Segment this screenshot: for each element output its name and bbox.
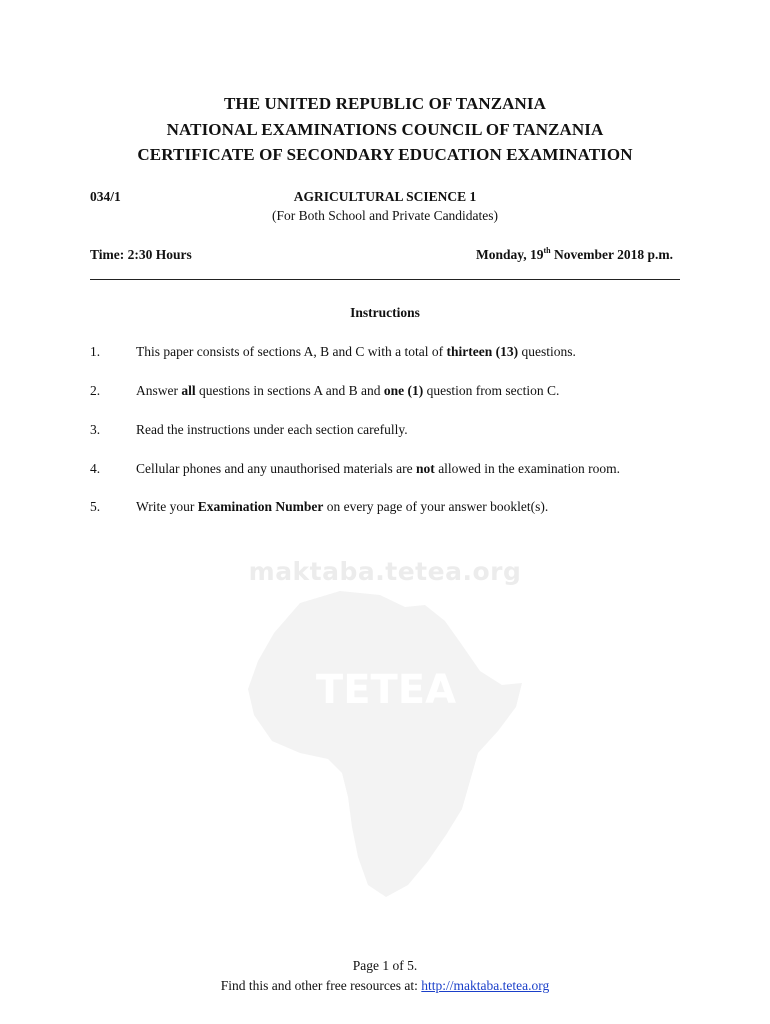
text-run: on every page of your answer booklet(s). <box>323 499 549 514</box>
instruction-number: 2. <box>90 383 101 398</box>
text-run: questions. <box>518 344 576 359</box>
candidates-note: (For Both School and Private Candidates) <box>271 208 499 223</box>
resources-text: Find this and other free resources at: <box>220 978 422 993</box>
exam-title: CERTIFICATE OF SECONDARY EDUCATION EXAMINATION <box>137 145 633 164</box>
instruction-text <box>136 344 576 360</box>
resources-link[interactable]: http://maktaba.tetea.org <box>421 978 550 993</box>
instruction-text <box>136 499 548 515</box>
instruction-text <box>136 383 559 399</box>
africa-silhouette <box>248 591 522 897</box>
text-run: Cellular phones and any unauthorised materials are <box>136 461 417 476</box>
date-prefix: Monday, 19 <box>475 247 544 262</box>
text-run: allowed in the examination room. <box>434 461 621 476</box>
text-run: Answer <box>136 383 182 398</box>
instruction-text <box>136 461 620 477</box>
instruction-text <box>136 422 408 438</box>
page-number: Page 1 of 5. <box>352 958 418 973</box>
subject-title: AGRICULTURAL SCIENCE 1 <box>293 189 477 204</box>
text-run: questions in sections A and B and <box>195 383 384 398</box>
emphasis: Examination Number <box>197 499 324 514</box>
date-suffix: November 2018 p.m. <box>550 247 673 262</box>
resources-footer <box>0 978 770 994</box>
text-run: Write your <box>136 499 198 514</box>
paper-code: 034/1 <box>90 189 121 204</box>
exam-duration: Time: 2:30 Hours <box>90 247 192 262</box>
instruction-number: 5. <box>90 499 101 514</box>
exam-date <box>476 247 673 263</box>
text-run: This paper consists of sections A, B and C with a total of <box>136 344 447 359</box>
council-title: NATIONAL EXAMINATIONS COUNCIL OF TANZANIA <box>166 120 604 139</box>
africa-map-watermark <box>240 585 530 905</box>
text-run: Read the instructions under each section carefully. <box>136 422 408 437</box>
emphasis: thirteen (13) <box>446 344 519 359</box>
text-run: question from section C. <box>423 383 560 398</box>
date-ordinal: th <box>543 246 551 255</box>
emphasis: not <box>416 461 435 476</box>
country-title: THE UNITED REPUBLIC OF TANZANIA <box>223 94 547 113</box>
instruction-number: 3. <box>90 422 101 437</box>
instruction-number: 1. <box>90 344 101 359</box>
instruction-number: 4. <box>90 461 101 476</box>
emphasis: one (1) <box>383 383 424 398</box>
horizontal-rule <box>90 279 680 280</box>
instructions-heading: Instructions <box>350 305 420 320</box>
emphasis: all <box>181 383 196 398</box>
watermark-site-text: maktaba.tetea.org <box>248 557 522 586</box>
watermark-brand-text: TETEA <box>315 667 457 713</box>
